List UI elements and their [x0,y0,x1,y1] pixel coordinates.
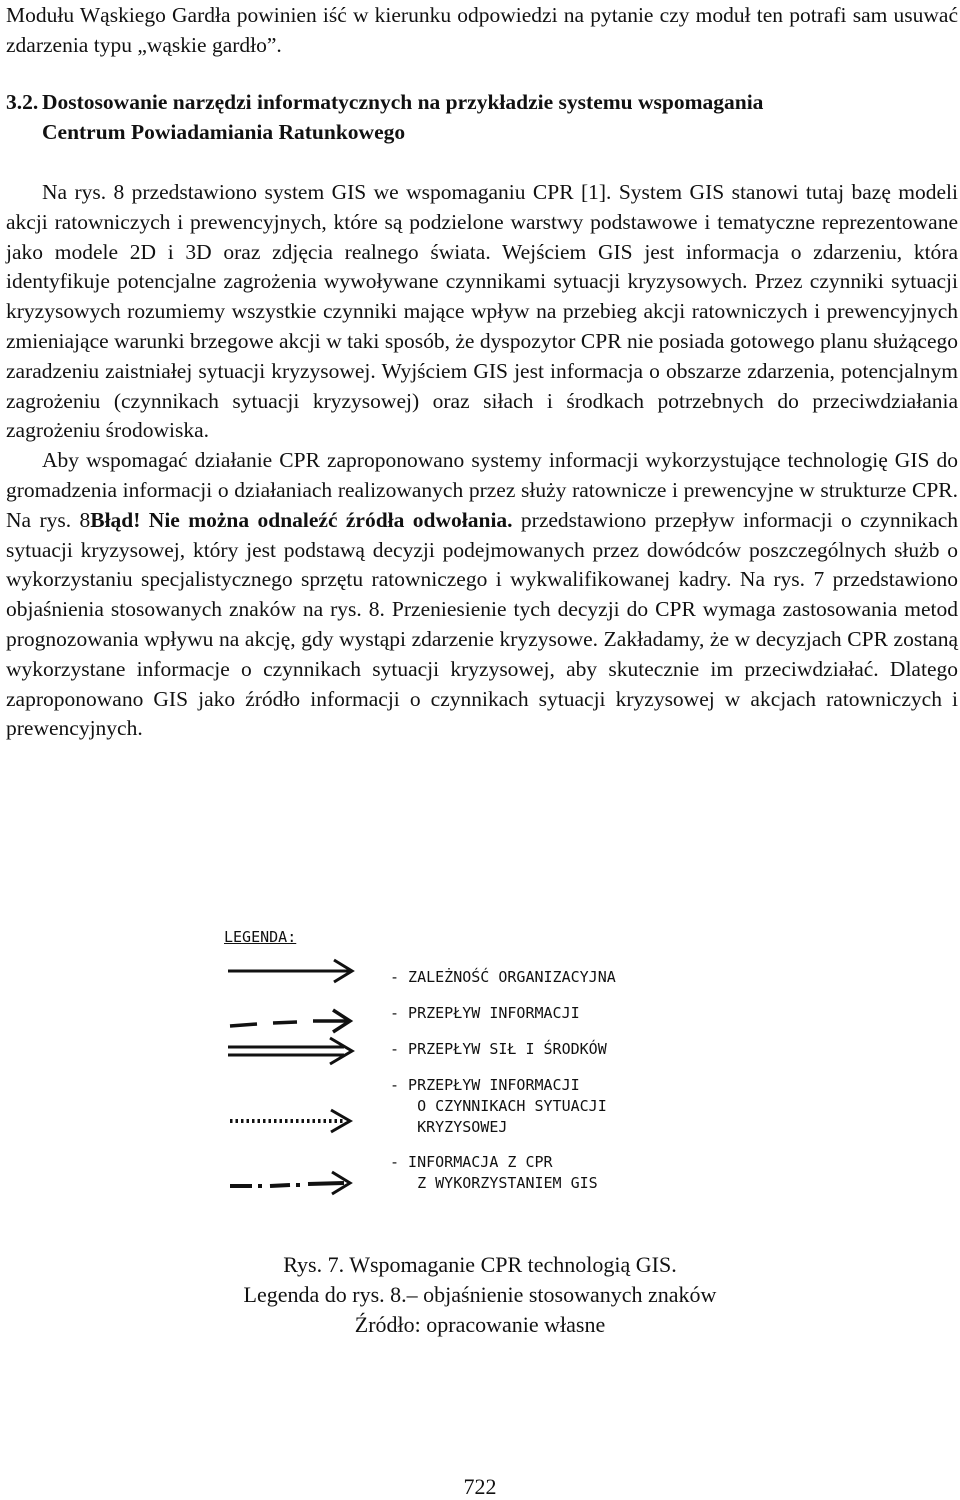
section-number: 3.2. [6,90,39,114]
legend-item-forces-flow: - PRZEPŁYW SIŁ I ŚRODKÓW [390,1040,607,1058]
paragraph-1: Na rys. 8 przedstawiono system GIS we wspomaganiu CPR [1]. System GIS stanowi tutaj bazę modeli akcji ratowniczych i prewencyjnych, które są podzielone warstwy podstawowe i tematyczne reprezentowane jako modele 2D i 3D oraz zdjęcia realnego świata. Wejściem GIS jest informacja o zdarzeniu, która identyfikuje potencjalne zagrożenia wywoływane czynnikami sytuacji kryzysowych. Przez czynniki sytuacji kryzysowych rozumiemy wszystkie czynniki mające wpływ na przebieg akcji ratowniczych i prewencyjnych zmieniające warunki brzegowe akcji w taki sposób, że dyspozytor CPR nie posiada gotowego planu służącego zaradzeniu zaistniałej sytuacji kryzysowej. Wyjściem GIS jest informacja o obszarze zdarzenia, potencjalnym zagrożeniu (czynnikach sytuacji kryzysowej) oraz siłach i środkach potrzebnych do przeciwdziałania zagrożeniu środowiska. [6,180,958,443]
section-title-line1: Dostosowanie narzędzi informatycznych na przykładzie systemu wspomagania [42,90,764,114]
page-number: 722 [463,1474,497,1499]
arrow-dashed-icon [230,1010,350,1032]
reference-error: Błąd! Nie można odnaleźć źródła odwołania. [90,507,513,532]
section-title-line2: Centrum Powiadamiania Ratunkowego [42,119,406,144]
intro-paragraph: Modułu Wąskiego Gardła powinien iść w kierunku odpowiedzi na pytanie czy moduł ten potrafi sam usuwać zdarzenia typu „wąskie gardło”. [6,3,958,57]
arrow-dash-dot-icon [230,1172,350,1194]
legend-item-information-flow: - PRZEPŁYW INFORMACJI [390,1004,580,1022]
figure-source: Źródło: opracowanie własne [354,1312,606,1337]
legend-item-cpr-gis-info: - INFORMACJA Z CPR Z WYKORZYSTANIEM GIS [390,1153,598,1192]
arrow-double-icon [228,1038,352,1064]
paragraph-2-start: Aby wspomagać działanie CPR zaproponowano systemy informacji wykorzystujące technologię GIS do gromadzenia informacji o działaniach realizowanych przez służy ratownicze i prewencyjne w strukturze CPR. Na rys. 8 [6,448,958,532]
legend-item-crisis-info-flow: - PRZEPŁYW INFORMACJI O CZYNNIKACH SYTUACJI KRYZYSOWEJ [390,1076,607,1136]
figure-caption-legend: Legenda do rys. 8.– objaśnienie stosowanych znaków [243,1282,717,1307]
legend-title: LEGENDA: [224,928,297,946]
legend-item-organizational: - ZALEŻNOŚĆ ORGANIZACYJNA [390,968,616,986]
arrow-solid-icon [228,960,352,982]
arrow-dotted-icon [230,1110,350,1132]
figure-caption: Rys. 7. Wspomaganie CPR technologią GIS. [283,1252,677,1277]
paragraph-2-end: przedstawiono przepływ informacji o czynnikach sytuacji kryzysowej, który jest podstawą decyzji podejmowanych przez dowódców poszczególnych służb o wykorzystaniu specjalistycznego sprzętu ratowniczego i wykwalifikowanej kadry. Na rys. 7 przedstawiono objaśnienia stosowanych znaków na rys. 8. Przeniesienie tych decyzji do CPR wymaga zastosowania metod prognozowania wpływu na akcję, gdy wystąpi zdarzenie kryzysowe. Zakładamy, że w decyzjach CPR zostaną wykorzystane informacje o czynnikach sytuacji kryzysowej, aby skutecznie im przeciwdziałać. Dlatego zaproponowano GIS jako źródło informacji o czynnikach sytuacji kryzysowej w akcjach ratowniczych i prewencyjnych. [6,507,958,741]
